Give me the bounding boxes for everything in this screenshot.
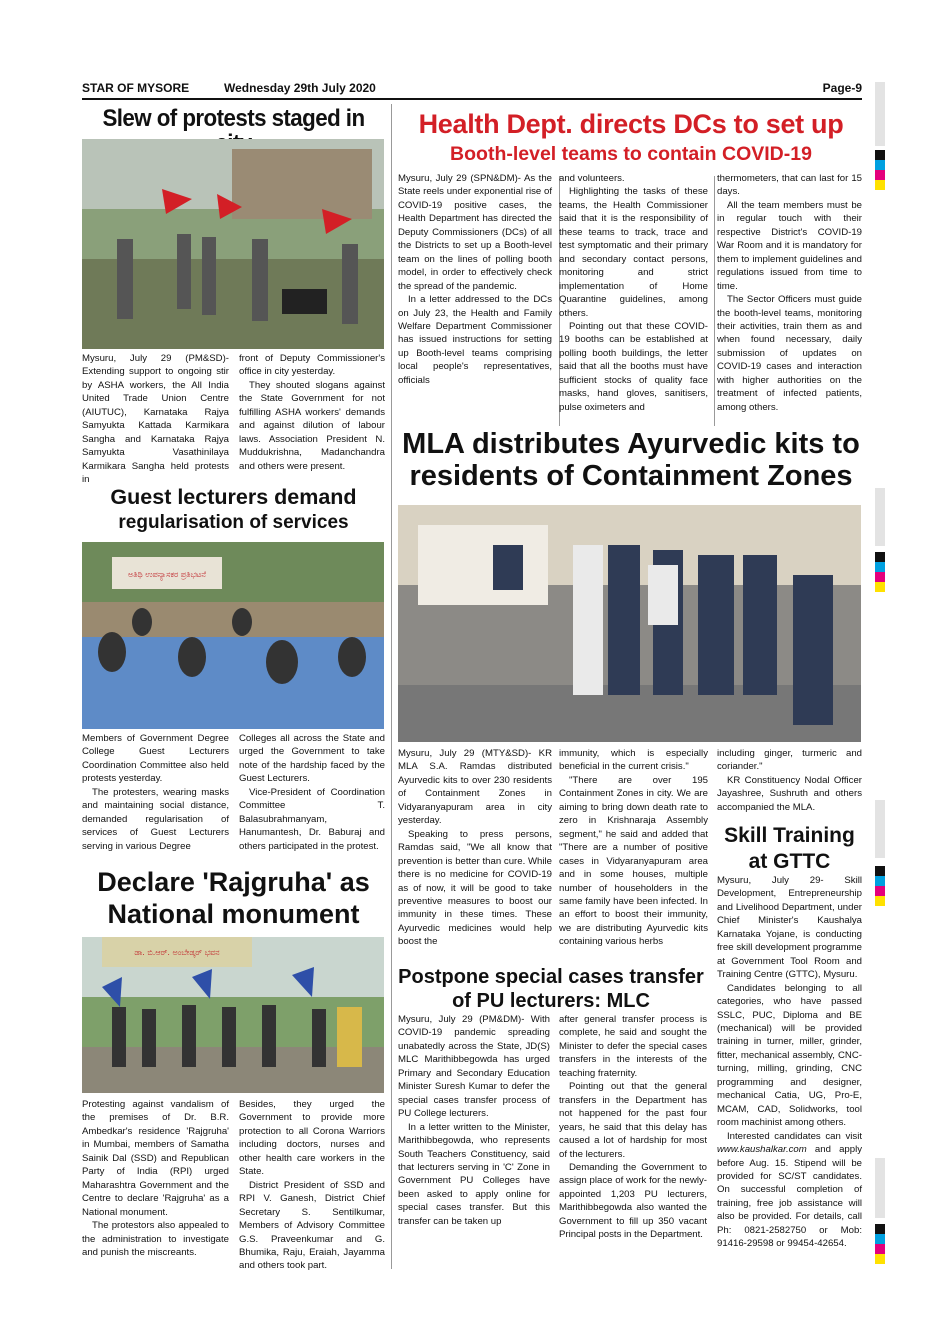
color-registration-bar: [875, 150, 885, 190]
mla-col2: immunity, which is especially beneficial in the current crisis." "There are over 195 Containment Zones in city. We are aiming to bring down death rate to zero in Krishnaraja Assembly segment," he said and added that "There are a number of positive cases in Vidyaranyapuram area and in some houses, multiple number of householders in the same family have been infected. In an effort to boost their immunity, we are distributing Ayurvedic kits containing various herbs: [559, 748, 708, 948]
health-col3: thermometers, that can last for 15 days. All the team members must be in regular touch with their respective District's COVID-19 War Room and it is mandatory for them to implement guidelines and regulations issued from time to time. The Sector Officers must guide the booth-level teams, monitoring their activities, train them as and when found necessary, daily submission of updates on COVID-19 cases and interaction with higher authorities on the treatment of infected patients, among others.: [717, 173, 862, 413]
lecturers-col1: Members of Government Degree College Guest Lecturers Coordination Committee also held protests yesterday. The protesters, wearing masks and maintaining social distance, demanded regularisation of services of Guest Lecturers serving in various Degree: [82, 733, 229, 852]
margin-strip: [875, 82, 885, 146]
protests-col1: Mysuru, July 29 (PM&SD)- Extending support to ongoing stir by ASHA workers, the All India United Trade Union Centre (AIUTUC), Karnataka Rajya Samyukta Kattada Karmikara Sangha and Karnataka Rajya Samyukta Vasathinilaya Karmikara Sangha held protests in: [82, 353, 229, 486]
color-registration-bar: [875, 1224, 885, 1264]
rajgruha-col2: Besides, they urged the Government to provide more protection to all Corona Warriors including doctors, nurses and other health care workers in the State. District President of SSD and RPI V. Ganesh, District Chief Secretary S. Sentilkumar, Members of Advisory Committee G.S. Praveenkumar and G. Bhumika, Raju, Eraiah, Jayamma and others took part.: [239, 1099, 385, 1272]
lecturers-col2: Colleges all across the State and urged the Government to take note of the hardship faced by the Guest Lecturers. Vice-President of Coordination Committee T. Balasubrahmanyam, Hanumantesh, Dr. Baburaj and others participated in the protest.: [239, 733, 385, 852]
rajgruha-photo: [82, 937, 384, 1093]
masthead-rule: [82, 98, 862, 100]
pu-col1: Mysuru, July 29 (PM&DM)- With COVID-19 pandemic spreading unabatedly across the State, JD(S) MLC Marithibbegowda has urged Primary and Secondary Education Minister Suresh Kumar to defer the special cases transfer process of PU College lecturers. In a letter written to the Minister, Marithibbegowda, who represents South Teachers Constituency, said that lecturers serving in 'C' Zone in Government PU Colleges have been asked to apply online for special cases transfer. But this transfer can be taken up: [398, 1014, 550, 1227]
mla-headline: MLA distributes Ayurvedic kits to residents of Containment Zones: [402, 428, 860, 493]
pu-col2: after general transfer process is complete, he said and sought the Minister to defer the special cases transfers in the interests of the teaching fraternity. Pointing out that the general transfers in the Department has not happened for the past four years, he said that this delay has caused a lot of hardship for most of the lecturers. Demanding the Government to assign place of work for the newly-appointed 1,203 PU lecturers, Marithibbegowda also wanted the Government to fill up 350 vacant Principal posts in the Department.: [559, 1014, 707, 1241]
margin-strip: [875, 1158, 885, 1218]
health-col1: Mysuru, July 29 (SPN&DM)- As the State reels under exponential rise of COVID-19 positive cases, the Health Department has directed the Deputy Commissioners (DCs) of all the Districts to set up a Booth-level team on the lines of polling booth model, in order to effectively check the spread of the pandemic. In a letter addressed to the DCs on July 23, the Health and Family Welfare Department Commissioner has issued instructions for setting up Booth-level teams comprising local people's representatives, officials: [398, 173, 552, 386]
health-subhead: Booth-level teams to contain COVID-19: [450, 143, 812, 165]
issue-date: Wednesday 29th July 2020: [224, 81, 376, 95]
skill-body: Mysuru, July 29- Skill Development, Entrepreneurship and Livelihood Department, under Chief Minister's Kaushalya Karnataka Yojane, is conducting free skill development programme at Government Tool Room and Training Centre (GTTC), Mysuru. Candidates belonging to all categories, who have passed SSLC, PUC, Diploma and BE (mechanical) will be provided training in turner, miller, grinder, fitter, mechanical assembly, CNC-turning, milling, grinding, CNC programming and designer, mechanical Catia, UG, Pro-E, MCAM, CAD, Solidworks, tool room machinist among others. Interested candidates can visit www.kaushalkar.com and apply before Aug. 15. Stipend will be provided for SC/ST candidates. On successful completion of training, free job assistance will also be provided. For details, call Ph: 0821-2582750 or Mob: 91416-29598 or 99454-42654.: [717, 875, 862, 1250]
lecturers-subhead: regularisation of services: [118, 512, 349, 533]
health-headline: Health Dept. directs DCs to set up: [418, 109, 844, 139]
protests-headline: Slew of protests staged in: [102, 105, 365, 132]
lecturers-banner-text: ಅತಿಥಿ ಉಪನ್ಯಾಸಕರ ಪ್ರತಿಭಟನೆ: [128, 570, 206, 579]
column-divider: [714, 176, 715, 426]
protests-photo: [82, 139, 384, 349]
mla-photo: [398, 505, 861, 742]
mla-col1: Mysuru, July 29 (MTY&SD)- KR MLA S.A. Ramdas distributed Ayurvedic kits to over 230 residents of Containment Zones in Vidyaranyapuram area in city yesterday. Speaking to press persons, Ramdas said, "We all know that prevention is better than cure. While there is no medicine for COVID-19 as of now, it will be good to take preventive measures to boost our immunity in these times. These Ayurvedic medicines would help boost the: [398, 748, 552, 948]
protests-col2: front of Deputy Commissioner's office in city yesterday. They shouted slogans against the State Government for not fulfilling ASHA workers' demands and against dilution of labour laws. Association President N. Muddukrishna, Madanchandra and others were present.: [239, 353, 385, 472]
lecturers-headline: Guest lecturers demand: [110, 485, 357, 509]
color-registration-bar: [875, 866, 885, 906]
column-divider: [391, 104, 392, 1269]
margin-strip: [875, 800, 885, 858]
page-number: Page-9: [822, 81, 862, 95]
mla-col3: including ginger, turmeric and coriander." KR Constituency Nodal Officer Jayashree, Sushruth and others accompanied the MLA.: [717, 748, 862, 813]
rajgruha-headline: Declare 'Rajgruha' as National monument: [97, 867, 370, 930]
skill-headline: Skill Training at GTTC: [724, 824, 855, 873]
lecturers-photo: [82, 542, 384, 729]
color-registration-bar: [875, 552, 885, 592]
skill-website: www.kaushalkar.com: [717, 1144, 807, 1156]
publication-name: STAR OF MYSORE: [82, 81, 190, 95]
margin-strip: [875, 488, 885, 546]
health-col2: and volunteers. Highlighting the tasks of these teams, the Health Commissioner said that it is the responsibility of these teams to track, trace and test symptomatic and their primary and secondary contact persons, monitoring and strict implementation of Home Quarantine guidelines, among others. Pointing out that these COVID-19 booths can be established at polling booth buildings, the letter said that all the booths must have sufficient stocks of quality face masks, hand gloves, sanitisers, pulse oximeters and: [559, 173, 708, 413]
rajgruha-banner-text: ಡಾ. ಬಿ.ಆರ್. ಅಂಬೇಡ್ಕರ್ ಭವನ: [134, 948, 220, 957]
rajgruha-col1: Protesting against vandalism of the premises of Dr. B.R. Ambedkar's residence 'Rajgruha' in Mumbai, members of Samatha Sainik Dal (SSD) and Republican Party of India (RPI) urged Maharashtra Government and the Centre to declare 'Rajgruha' as a National monument. The protestors also appealed to the administration to investigate and punish the miscreants.: [82, 1099, 229, 1258]
pu-headline: Postpone special cases transfer of PU lecturers: MLC: [398, 966, 704, 1012]
masthead: [82, 79, 862, 97]
